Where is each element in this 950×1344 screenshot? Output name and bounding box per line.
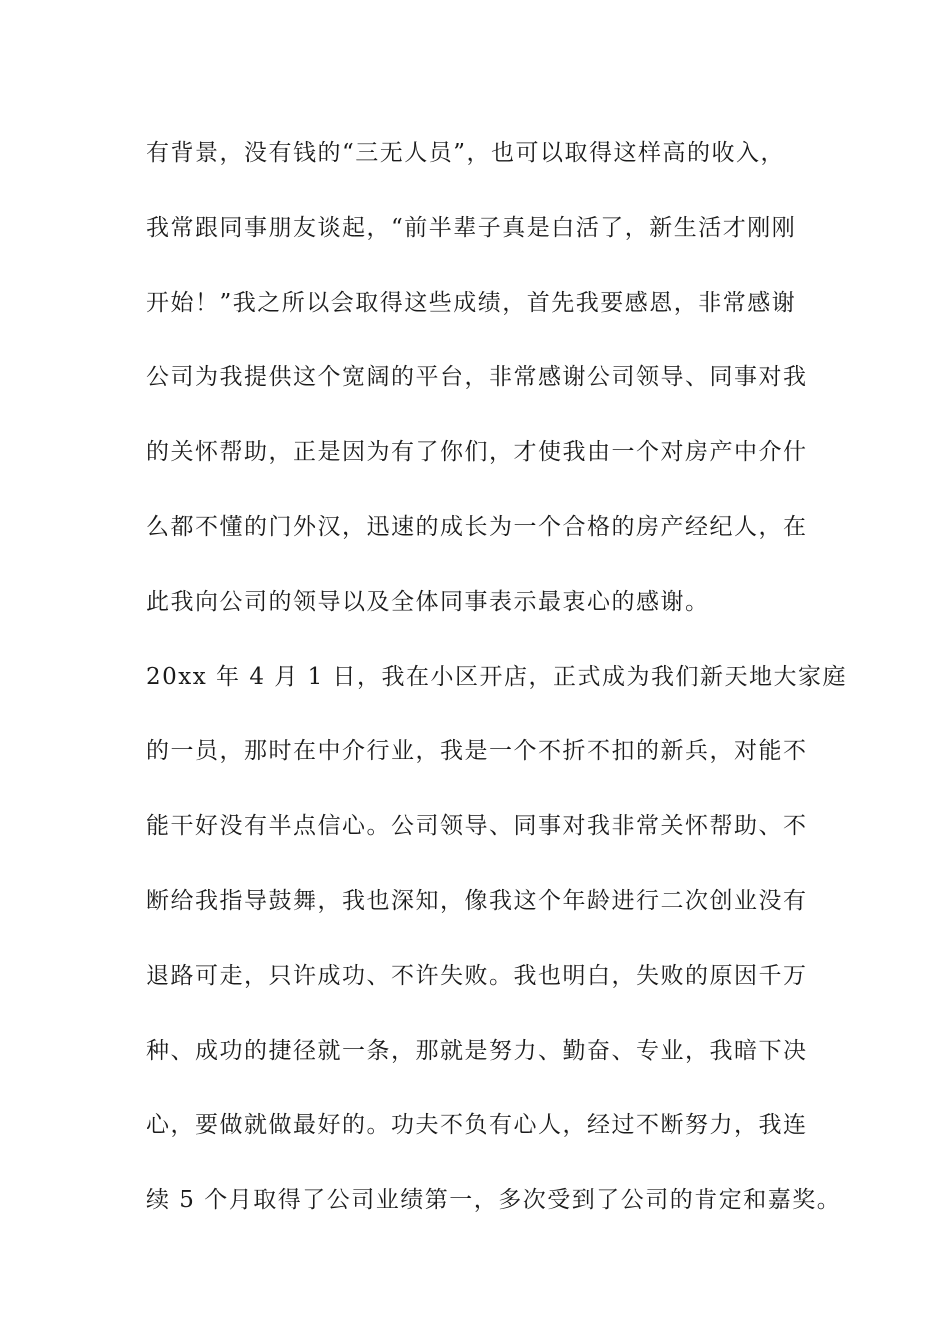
text-line: 开始！”我之所以会取得这些成绩，首先我要感恩，非常感谢	[146, 289, 797, 316]
text-line: 我常跟同事朋友谈起，“前半辈子真是白活了，新生活才刚刚	[146, 214, 797, 241]
body-text	[146, 128, 848, 1250]
text-line: 续 5 个月取得了公司业绩第一，多次受到了公司的肯定和嘉奖。	[146, 1187, 842, 1214]
text-line: 种、成功的捷径就一条，那就是努力、勤奋、专业，我暗下决	[146, 1037, 808, 1064]
text-line: 此我向公司的领导以及全体同事表示最衷心的感谢。	[146, 588, 710, 615]
text-line: 么都不懂的门外汉，迅速的成长为一个合格的房产经纪人，在	[146, 513, 808, 540]
text-line: 断给我指导鼓舞，我也深知，像我这个年龄进行二次创业没有	[146, 887, 808, 914]
text-line: 的一员，那时在中介行业，我是一个不折不扣的新兵，对能不	[146, 738, 808, 765]
text-line: 能干好没有半点信心。公司领导、同事对我非常关怀帮助、不	[146, 813, 808, 840]
text-line: 退路可走，只许成功、不许失败。我也明白，失败的原因千万	[146, 962, 808, 989]
text-line: 的关怀帮助，正是因为有了你们，才使我由一个对房产中介什	[146, 439, 808, 466]
text-line: 有背景，没有钱的“三无人员”，也可以取得这样高的收入，	[146, 140, 786, 166]
text-line: 心，要做就做最好的。功夫不负有心人，经过不断努力，我连	[146, 1112, 808, 1139]
text-line: 20xx 年 4 月 1 日，我在小区开店，正式成为我们新天地大家庭	[146, 663, 848, 690]
text-line: 公司为我提供这个宽阔的平台，非常感谢公司领导、同事对我	[146, 364, 808, 391]
